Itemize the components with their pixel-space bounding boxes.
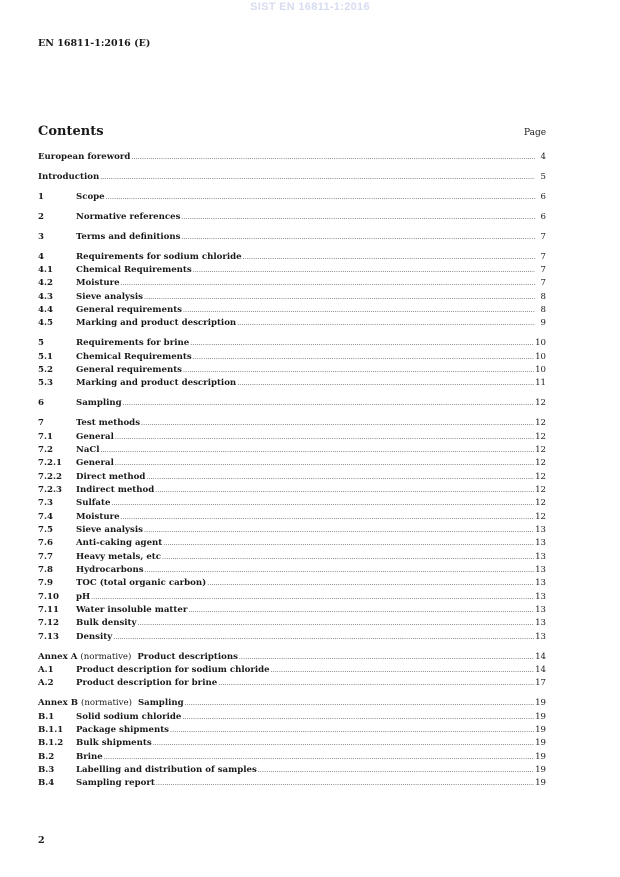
- toc-entry-number: 4: [38, 251, 44, 262]
- toc-entry[interactable]: [38, 231, 546, 244]
- toc-entry-title: Introduction: [38, 171, 100, 182]
- dot-leader: [183, 304, 535, 317]
- annex-type: (normative): [80, 651, 132, 662]
- toc-entry[interactable]: [38, 551, 546, 564]
- toc-entry-page: 12: [535, 418, 546, 429]
- toc-entry-page: 14: [535, 665, 546, 676]
- toc-entry-page: 12: [535, 398, 546, 409]
- page-column-header: Page: [524, 128, 547, 138]
- toc-entry-title: Package shipments: [76, 725, 169, 735]
- toc-entry-title: Terms and definitions: [76, 231, 181, 242]
- toc-entry-number: 1: [38, 191, 44, 202]
- toc-entry-page: 19: [535, 751, 546, 762]
- toc-entry-title: Product description for brine: [76, 678, 218, 689]
- toc-entry-title: Sieve analysis: [76, 291, 143, 302]
- dot-leader: [153, 737, 534, 750]
- document-id: EN 16811-1:2016 (E): [38, 38, 151, 49]
- toc-entry-title: TOC (total organic carbon): [76, 578, 207, 589]
- annex-type: (normative): [81, 698, 132, 709]
- dot-leader: [144, 291, 535, 304]
- toc-entry-page: 7: [540, 251, 546, 262]
- toc-entry-number: 4.2: [38, 278, 53, 289]
- toc-entry-title: Solid sodium chloride: [76, 711, 182, 722]
- toc-annex-entry[interactable]: [38, 697, 546, 710]
- dot-leader: [123, 397, 534, 410]
- annex-label: Annex A: [38, 651, 78, 662]
- dot-leader: [155, 484, 534, 497]
- toc-entry-title: pH: [76, 591, 91, 602]
- toc-entry-number: 7.2.1: [38, 458, 62, 469]
- toc-entry-title: Water insoluble matter: [76, 605, 188, 616]
- toc-entry-page: 5: [540, 171, 546, 182]
- toc-entry[interactable]: [38, 677, 546, 690]
- toc-entry[interactable]: [38, 604, 546, 617]
- toc-entry[interactable]: [38, 524, 546, 537]
- toc-entry-page: 19: [535, 698, 546, 709]
- dot-leader: [181, 231, 535, 244]
- toc-entry-title: General: [76, 431, 114, 442]
- contents-title: Contents: [38, 124, 104, 139]
- toc-entry-page: 19: [535, 778, 546, 789]
- dot-leader: [104, 751, 534, 764]
- toc-entry[interactable]: [38, 711, 546, 724]
- toc-entry-number: 3: [38, 231, 44, 242]
- dot-leader: [106, 191, 535, 204]
- toc-entry-number: 4.5: [38, 318, 53, 329]
- toc-entry-number: 4.4: [38, 305, 53, 316]
- toc-entry-number: 7.13: [38, 631, 59, 642]
- dot-leader: [121, 511, 535, 524]
- toc-entry-page: 7: [540, 265, 546, 276]
- toc-entry-number: 5.1: [38, 351, 53, 362]
- toc-entry-title: Density: [76, 631, 113, 642]
- toc-entry[interactable]: [38, 457, 546, 470]
- toc-entry[interactable]: [38, 317, 546, 330]
- dot-leader: [258, 764, 534, 777]
- toc-entry-page: 12: [535, 444, 546, 455]
- toc-entry[interactable]: [38, 364, 546, 377]
- toc-entry-number: B.1: [38, 711, 55, 722]
- toc-entry-page: 19: [535, 738, 546, 749]
- toc-entry-number: 7.8: [38, 565, 53, 576]
- watermark: SIST EN 16811-1:2016: [250, 1, 370, 13]
- dot-leader: [271, 664, 534, 677]
- toc-entry-number: 6: [38, 398, 44, 409]
- toc-entry-title: General requirements: [76, 305, 183, 316]
- toc-entry-number: B.2: [38, 751, 55, 762]
- toc-entry-number: A.1: [38, 665, 54, 676]
- toc-entry-title: Labelling and distribution of samples: [76, 765, 257, 776]
- dot-leader: [193, 351, 534, 364]
- toc-entry[interactable]: [38, 737, 546, 750]
- toc-entry[interactable]: [38, 251, 546, 264]
- dot-leader: [207, 577, 534, 590]
- dot-leader: [185, 697, 534, 710]
- toc-entry[interactable]: [38, 151, 546, 164]
- toc-entry-page: 7: [540, 278, 546, 289]
- toc-entry-number: 5: [38, 338, 44, 349]
- toc-entry-title: Product description for sodium chloride: [76, 665, 270, 676]
- toc-entry[interactable]: [38, 277, 546, 290]
- toc-entry-title: Marking and product description: [76, 318, 237, 329]
- dot-leader: [91, 591, 534, 604]
- toc-entry[interactable]: [38, 191, 546, 204]
- toc-entry-page: 13: [535, 578, 546, 589]
- toc-entry-page: 19: [535, 765, 546, 776]
- dot-leader: [170, 724, 534, 737]
- toc-entry[interactable]: [38, 511, 546, 524]
- toc-entry[interactable]: [38, 397, 546, 410]
- page-number: 2: [38, 835, 45, 846]
- dot-leader: [188, 604, 534, 617]
- dot-leader: [141, 417, 534, 430]
- toc-entry-page: 19: [535, 711, 546, 722]
- toc-entry-number: 4.3: [38, 291, 53, 302]
- toc-entry-page: 13: [535, 605, 546, 616]
- toc-entry-page: 13: [535, 525, 546, 535]
- dot-leader: [145, 564, 535, 577]
- dot-leader: [115, 457, 534, 470]
- annex-title: Product descriptions: [137, 651, 238, 662]
- dot-leader: [182, 711, 534, 724]
- toc-entry-title: Sieve analysis: [76, 525, 143, 535]
- toc-entry-title: Normative references: [76, 211, 181, 222]
- toc-entry[interactable]: [38, 211, 546, 224]
- toc-entry[interactable]: [38, 777, 546, 790]
- toc-entry-title: Requirements for sodium chloride: [76, 251, 242, 262]
- dot-leader: [163, 537, 534, 550]
- toc-entry-page: 14: [535, 651, 546, 662]
- annex-label: Annex B: [38, 698, 79, 709]
- toc-entry-number: 7.2.2: [38, 471, 62, 482]
- toc-entry-number: 7.11: [38, 605, 59, 616]
- toc-entry-title: Chemical Requirements: [76, 351, 192, 362]
- toc-entry-page: 8: [540, 291, 546, 302]
- toc-entry-page: 9: [540, 318, 546, 329]
- toc-entry[interactable]: [38, 264, 546, 277]
- toc-entry-page: 13: [535, 565, 546, 576]
- toc-entry-title: European foreword: [38, 152, 131, 162]
- toc-entry-title: Hydrocarbons: [76, 565, 144, 576]
- toc-entry-title: Bulk shipments: [76, 738, 152, 749]
- toc-entry-number: 2: [38, 211, 44, 222]
- toc-entry-title: [38, 651, 238, 664]
- toc-entry-page: 12: [535, 431, 546, 442]
- toc-entry-number: B.4: [38, 778, 55, 789]
- toc-entry[interactable]: [38, 417, 546, 430]
- toc-entry[interactable]: [38, 577, 546, 590]
- dot-leader: [218, 677, 534, 690]
- annex-title: Sampling: [137, 698, 184, 709]
- toc-entry-title: Moisture: [76, 278, 120, 289]
- toc-entry[interactable]: [38, 304, 546, 317]
- toc-entry-page: 11: [535, 378, 546, 389]
- toc-entry[interactable]: [38, 351, 546, 364]
- toc-entry[interactable]: [38, 291, 546, 304]
- dot-leader: [138, 617, 535, 630]
- toc-entry[interactable]: [38, 664, 546, 677]
- toc-entry[interactable]: [38, 724, 546, 737]
- toc-entry-title: Sampling: [76, 398, 122, 409]
- toc-entry-page: 13: [535, 591, 546, 602]
- toc-entry-number: 7.12: [38, 618, 59, 629]
- dot-leader: [100, 171, 535, 184]
- toc-entry-title: General: [76, 458, 114, 469]
- toc-entry[interactable]: [38, 591, 546, 604]
- toc-entry-number: 7.4: [38, 511, 53, 522]
- toc-entry[interactable]: [38, 617, 546, 630]
- dot-leader: [237, 317, 535, 330]
- toc-entry-page: 10: [535, 338, 546, 349]
- dot-leader: [162, 551, 534, 564]
- toc-entry-title: Heavy metals, etc: [76, 551, 161, 562]
- toc-entry-page: 10: [535, 365, 546, 376]
- toc-entry-number: 5.2: [38, 365, 53, 376]
- dot-leader: [131, 151, 535, 164]
- toc-entry-number: 7.9: [38, 578, 53, 589]
- toc-entry[interactable]: [38, 431, 546, 444]
- toc-entry-number: 7.2.3: [38, 484, 62, 495]
- toc-entry-page: 13: [535, 538, 546, 549]
- toc-entry-number: 7.6: [38, 538, 53, 549]
- table-of-contents: [38, 151, 546, 791]
- toc-entry-page: 19: [535, 725, 546, 735]
- toc-entry-page: 4: [540, 152, 546, 162]
- toc-entry-number: B.3: [38, 765, 55, 776]
- toc-entry-number: 7.3: [38, 498, 53, 509]
- toc-entry-title: Direct method: [76, 471, 146, 482]
- toc-entry[interactable]: [38, 497, 546, 510]
- toc-entry-page: 10: [535, 351, 546, 362]
- toc-entry[interactable]: [38, 337, 546, 350]
- toc-entry-title: Marking and product description: [76, 378, 237, 389]
- dot-leader: [113, 631, 534, 644]
- toc-entry[interactable]: [38, 377, 546, 390]
- toc-entry-number: 7.10: [38, 591, 59, 602]
- toc-entry-title: Test methods: [76, 418, 141, 429]
- toc-entry-page: 7: [540, 231, 546, 242]
- toc-entry-title: Chemical Requirements: [76, 265, 192, 276]
- toc-entry[interactable]: [38, 764, 546, 777]
- toc-entry-title: Sulfate: [76, 498, 111, 509]
- dot-leader: [181, 211, 535, 224]
- toc-entry-page: 13: [535, 618, 546, 629]
- toc-entry-page: 6: [540, 191, 546, 202]
- dot-leader: [146, 471, 534, 484]
- dot-leader: [111, 497, 534, 510]
- toc-entry-title: Scope: [76, 191, 105, 202]
- toc-entry-page: 12: [535, 484, 546, 495]
- toc-entry[interactable]: [38, 564, 546, 577]
- toc-entry-number: 7.1: [38, 431, 53, 442]
- toc-entry-title: Bulk density: [76, 618, 137, 629]
- dot-leader: [243, 251, 535, 264]
- toc-entry-number: 7.2: [38, 444, 53, 455]
- toc-entry-page: 6: [540, 211, 546, 222]
- toc-entry[interactable]: [38, 444, 546, 457]
- toc-entry-page: 12: [535, 458, 546, 469]
- dot-leader: [183, 364, 534, 377]
- toc-entry-page: 17: [535, 678, 546, 689]
- toc-entry-number: A.2: [38, 678, 54, 689]
- toc-entry-title: NaCl: [76, 444, 100, 455]
- dot-leader: [144, 524, 534, 537]
- dot-leader: [115, 431, 534, 444]
- toc-entry-page: 12: [535, 511, 546, 522]
- dot-leader: [239, 651, 534, 664]
- toc-entry-number: B.1.1: [38, 725, 64, 735]
- toc-entry[interactable]: [38, 484, 546, 497]
- toc-entry[interactable]: [38, 471, 546, 484]
- toc-entry-title: Sampling report: [76, 778, 155, 789]
- toc-entry-number: 7.5: [38, 525, 53, 535]
- toc-entry[interactable]: [38, 751, 546, 764]
- toc-entry-title: Brine: [76, 751, 103, 762]
- dot-leader: [190, 337, 534, 350]
- dot-leader: [156, 777, 534, 790]
- toc-entry[interactable]: [38, 631, 546, 644]
- toc-entry-number: 5.3: [38, 378, 53, 389]
- dot-leader: [193, 264, 535, 277]
- toc-entry-page: 12: [535, 471, 546, 482]
- toc-entry-number: 4.1: [38, 265, 53, 276]
- toc-entry-title: [38, 697, 184, 710]
- toc-entry-number: B.1.2: [38, 738, 64, 749]
- toc-entry-title: Requirements for brine: [76, 338, 190, 349]
- toc-entry-page: 12: [535, 498, 546, 509]
- toc-entry[interactable]: [38, 171, 546, 184]
- dot-leader: [101, 444, 535, 457]
- dot-leader: [237, 377, 534, 390]
- toc-entry-page: 8: [540, 305, 546, 316]
- toc-annex-entry[interactable]: [38, 651, 546, 664]
- toc-entry-title: Indirect method: [76, 484, 155, 495]
- toc-entry-number: 7: [38, 418, 44, 429]
- toc-entry[interactable]: [38, 537, 546, 550]
- toc-entry-title: Anti-caking agent: [76, 538, 163, 549]
- toc-entry-title: Moisture: [76, 511, 120, 522]
- toc-entry-title: General requirements: [76, 365, 183, 376]
- toc-entry-page: 13: [535, 631, 546, 642]
- dot-leader: [121, 277, 535, 290]
- toc-entry-page: 13: [535, 551, 546, 562]
- toc-entry-number: 7.7: [38, 551, 53, 562]
